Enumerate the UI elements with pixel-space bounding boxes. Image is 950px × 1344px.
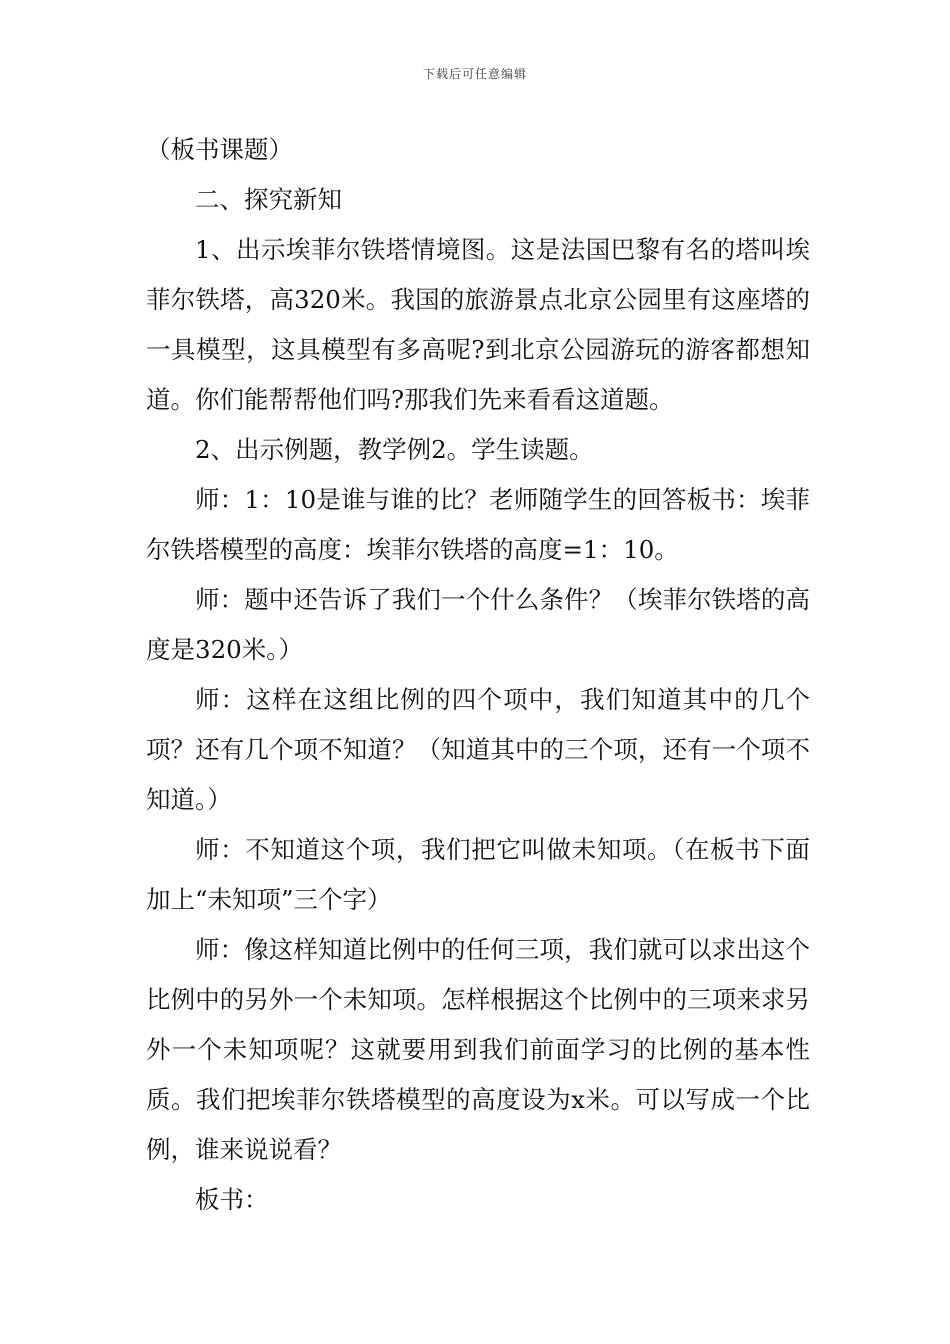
paragraph-teacher-unknown: 师：不知道这个项，我们把它叫做未知项。（在板书下面加上“未知项”三个字） bbox=[146, 835, 810, 914]
document-body bbox=[146, 125, 810, 1225]
paragraph-board: 板书： bbox=[195, 1185, 269, 1214]
paragraph-example: 2、出示例题，教学例2。学生读题。 bbox=[195, 435, 594, 464]
paragraph-teacher-ratio: 师：1：10是谁与谁的比？老师随学生的回答板书：埃菲尔铁塔模型的高度：埃菲尔铁塔的高度=1：10。 bbox=[146, 485, 810, 564]
paragraph-teacher-solve: 师：像这样知道比例中的任何三项，我们就可以求出这个比例中的另外一个未知项。怎样根据这个比例中的三项来求另外一个未知项呢？这就要用到我们前面学习的比例的基本性质。我们把埃菲尔铁塔模型的高度设为x米。可以写成一个比例，谁来说说看？ bbox=[146, 935, 810, 1164]
paragraph-teacher-condition: 师：题中还告诉了我们一个什么条件？（埃菲尔铁塔的高度是320米。） bbox=[146, 585, 810, 664]
paragraph-teacher-terms: 师：这样在这组比例的四个项中，我们知道其中的几个项？还有几个项不知道？（知道其中的三个项，还有一个项不知道。） bbox=[146, 685, 810, 814]
page-header-note: 下载后可任意编辑 bbox=[422, 67, 527, 81]
section-heading: 二、探究新知 bbox=[195, 185, 342, 214]
paragraph-eiffel-intro: 1、出示埃菲尔铁塔情境图。这是法国巴黎有名的塔叫埃菲尔铁塔，高320米。我国的旅游景点北京公园里有这座塔的一具模型，这具模型有多高呢?到北京公园游玩的游客都想知道。你们能帮帮他们吗?那我们先来看看这道题。 bbox=[146, 235, 810, 414]
paragraph-topic: （板书课题） bbox=[146, 135, 293, 164]
